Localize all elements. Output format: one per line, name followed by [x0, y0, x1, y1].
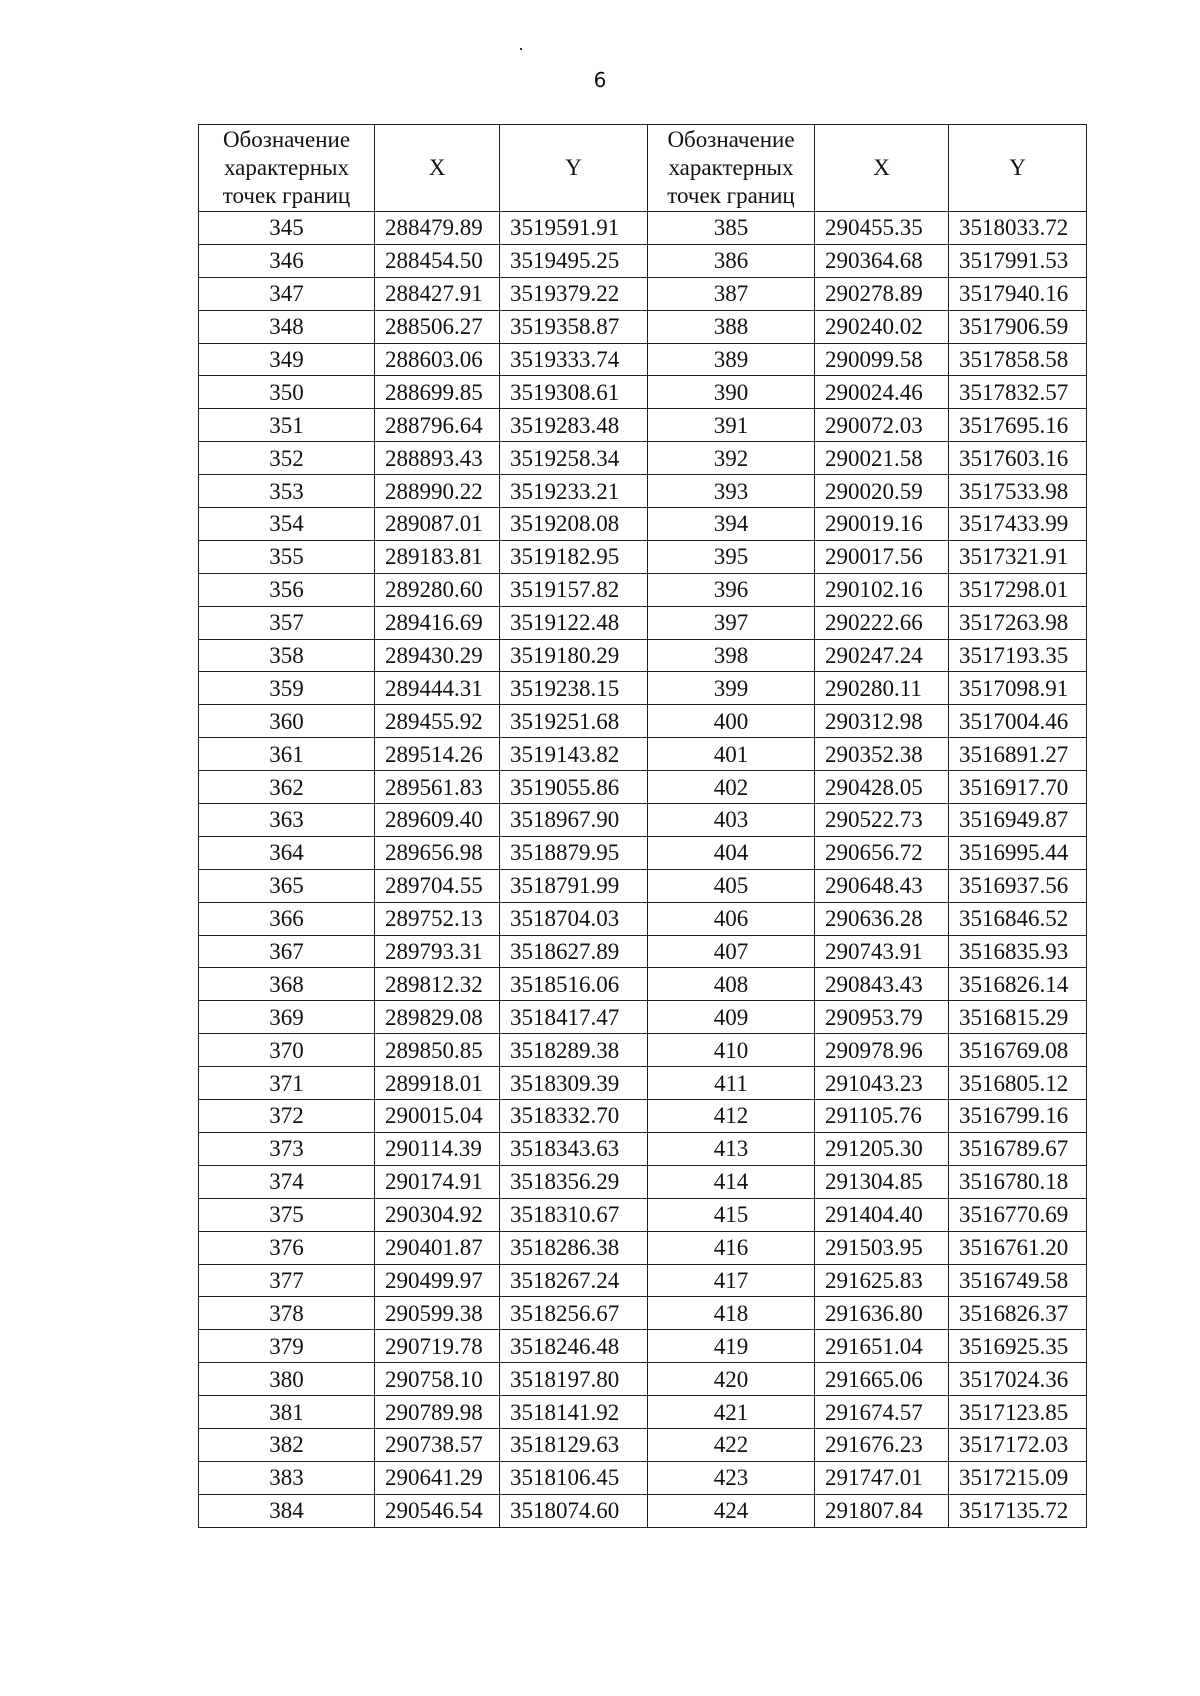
- table-row: [199, 1100, 1087, 1133]
- point-id-right: 413: [648, 1132, 815, 1165]
- point-id-right: 422: [648, 1428, 815, 1461]
- page-number: 6: [593, 68, 607, 92]
- point-id-right: 392: [648, 442, 815, 475]
- point-id-left: 359: [199, 672, 375, 705]
- point-id-right: 424: [648, 1494, 815, 1527]
- point-id-left: 349: [199, 343, 375, 376]
- point-id-left: 356: [199, 573, 375, 606]
- point-id-left: 347: [199, 277, 375, 310]
- y-coordinate-right: 3516799.16: [949, 1100, 1087, 1133]
- x-coordinate-left: 290304.92: [375, 1198, 500, 1231]
- point-id-right: 418: [648, 1297, 815, 1330]
- x-coordinate-right: 290656.72: [815, 836, 949, 869]
- header-y-right: Y: [949, 125, 1087, 212]
- point-id-left: 352: [199, 442, 375, 475]
- y-coordinate-right: 3517603.16: [949, 442, 1087, 475]
- y-coordinate-right: 3516770.69: [949, 1198, 1087, 1231]
- x-coordinate-right: 291665.06: [815, 1363, 949, 1396]
- y-coordinate-left: 3518879.95: [500, 836, 648, 869]
- y-coordinate-left: 3518417.47: [500, 1001, 648, 1034]
- y-coordinate-right: 3516937.56: [949, 869, 1087, 902]
- point-id-right: 391: [648, 409, 815, 442]
- x-coordinate-right: 291807.84: [815, 1494, 949, 1527]
- point-id-left: 348: [199, 310, 375, 343]
- y-coordinate-left: 3518627.89: [500, 935, 648, 968]
- table-row: [199, 804, 1087, 837]
- point-id-right: 393: [648, 475, 815, 508]
- x-coordinate-right: 291404.40: [815, 1198, 949, 1231]
- point-id-left: 354: [199, 508, 375, 541]
- y-coordinate-right: 3517433.99: [949, 508, 1087, 541]
- point-id-right: 420: [648, 1363, 815, 1396]
- x-coordinate-left: 289430.29: [375, 639, 500, 672]
- point-id-left: 365: [199, 869, 375, 902]
- table-row: [199, 771, 1087, 804]
- x-coordinate-right: 290222.66: [815, 606, 949, 639]
- y-coordinate-left: 3519358.87: [500, 310, 648, 343]
- x-coordinate-left: 289455.92: [375, 705, 500, 738]
- point-id-right: 412: [648, 1100, 815, 1133]
- x-coordinate-left: 290546.54: [375, 1494, 500, 1527]
- x-coordinate-left: 288479.89: [375, 212, 500, 245]
- y-coordinate-right: 3516846.52: [949, 902, 1087, 935]
- y-coordinate-left: 3518256.67: [500, 1297, 648, 1330]
- table-body: [199, 212, 1087, 1528]
- point-id-left: 360: [199, 705, 375, 738]
- x-coordinate-left: 290015.04: [375, 1100, 500, 1133]
- table-row: [199, 1165, 1087, 1198]
- point-id-right: 396: [648, 573, 815, 606]
- point-id-right: 399: [648, 672, 815, 705]
- x-coordinate-left: 288990.22: [375, 475, 500, 508]
- header-y-left: Y: [500, 125, 648, 212]
- table-row: [199, 672, 1087, 705]
- y-coordinate-left: 3519233.21: [500, 475, 648, 508]
- y-coordinate-left: 3518129.63: [500, 1428, 648, 1461]
- point-id-right: 395: [648, 540, 815, 573]
- point-id-right: 411: [648, 1067, 815, 1100]
- y-coordinate-right: 3516917.70: [949, 771, 1087, 804]
- x-coordinate-left: 289829.08: [375, 1001, 500, 1034]
- x-coordinate-right: 290072.03: [815, 409, 949, 442]
- y-coordinate-right: 3517695.16: [949, 409, 1087, 442]
- x-coordinate-left: 289850.85: [375, 1034, 500, 1067]
- x-coordinate-left: 289444.31: [375, 672, 500, 705]
- x-coordinate-left: 290114.39: [375, 1132, 500, 1165]
- point-id-left: 364: [199, 836, 375, 869]
- x-coordinate-right: 291043.23: [815, 1067, 949, 1100]
- table-row: [199, 606, 1087, 639]
- y-coordinate-left: 3519180.29: [500, 639, 648, 672]
- x-coordinate-left: 289793.31: [375, 935, 500, 968]
- x-coordinate-left: 290719.78: [375, 1330, 500, 1363]
- y-coordinate-right: 3517906.59: [949, 310, 1087, 343]
- y-coordinate-left: 3518343.63: [500, 1132, 648, 1165]
- point-id-right: 400: [648, 705, 815, 738]
- point-id-left: 353: [199, 475, 375, 508]
- y-coordinate-left: 3518286.38: [500, 1231, 648, 1264]
- point-id-left: 383: [199, 1461, 375, 1494]
- y-coordinate-left: 3518289.38: [500, 1034, 648, 1067]
- x-coordinate-right: 290522.73: [815, 804, 949, 837]
- y-coordinate-left: 3519591.91: [500, 212, 648, 245]
- y-coordinate-left: 3519379.22: [500, 277, 648, 310]
- y-coordinate-right: 3516995.44: [949, 836, 1087, 869]
- y-coordinate-right: 3516769.08: [949, 1034, 1087, 1067]
- x-coordinate-left: 289704.55: [375, 869, 500, 902]
- x-coordinate-right: 290455.35: [815, 212, 949, 245]
- x-coordinate-left: 289514.26: [375, 738, 500, 771]
- point-id-right: 390: [648, 376, 815, 409]
- x-coordinate-right: 290020.59: [815, 475, 949, 508]
- table-row: [199, 409, 1087, 442]
- point-id-left: 355: [199, 540, 375, 573]
- point-id-left: 375: [199, 1198, 375, 1231]
- table-row: [199, 573, 1087, 606]
- x-coordinate-right: 291625.83: [815, 1264, 949, 1297]
- y-coordinate-right: 3517172.03: [949, 1428, 1087, 1461]
- point-id-right: 398: [648, 639, 815, 672]
- y-coordinate-right: 3517832.57: [949, 376, 1087, 409]
- y-coordinate-left: 3519258.34: [500, 442, 648, 475]
- table-row: [199, 1264, 1087, 1297]
- y-coordinate-right: 3517263.98: [949, 606, 1087, 639]
- header-x-left: X: [375, 125, 500, 212]
- x-coordinate-right: 290099.58: [815, 343, 949, 376]
- table-row: [199, 1330, 1087, 1363]
- x-coordinate-left: 289812.32: [375, 968, 500, 1001]
- x-coordinate-right: 290636.28: [815, 902, 949, 935]
- coordinates-table: [198, 124, 1087, 1528]
- point-id-left: 357: [199, 606, 375, 639]
- x-coordinate-right: 291676.23: [815, 1428, 949, 1461]
- y-coordinate-left: 3519238.15: [500, 672, 648, 705]
- point-id-left: 361: [199, 738, 375, 771]
- point-id-left: 346: [199, 244, 375, 277]
- point-id-right: 402: [648, 771, 815, 804]
- y-coordinate-right: 3517858.58: [949, 343, 1087, 376]
- y-coordinate-right: 3516805.12: [949, 1067, 1087, 1100]
- point-id-left: 378: [199, 1297, 375, 1330]
- x-coordinate-left: 289280.60: [375, 573, 500, 606]
- y-coordinate-left: 3518516.06: [500, 968, 648, 1001]
- y-coordinate-left: 3519495.25: [500, 244, 648, 277]
- point-id-right: 401: [648, 738, 815, 771]
- table-row: [199, 1132, 1087, 1165]
- point-id-right: 421: [648, 1396, 815, 1429]
- point-id-left: 351: [199, 409, 375, 442]
- y-coordinate-left: 3518309.39: [500, 1067, 648, 1100]
- y-coordinate-left: 3519122.48: [500, 606, 648, 639]
- x-coordinate-right: 290024.46: [815, 376, 949, 409]
- point-id-right: 407: [648, 935, 815, 968]
- table-row: [199, 212, 1087, 245]
- point-id-right: 386: [648, 244, 815, 277]
- y-coordinate-right: 3517215.09: [949, 1461, 1087, 1494]
- y-coordinate-left: 3519157.82: [500, 573, 648, 606]
- table-row: [199, 508, 1087, 541]
- table-row: [199, 705, 1087, 738]
- table-row: [199, 1363, 1087, 1396]
- y-coordinate-right: 3517533.98: [949, 475, 1087, 508]
- point-id-right: 415: [648, 1198, 815, 1231]
- point-id-left: 366: [199, 902, 375, 935]
- point-id-left: 382: [199, 1428, 375, 1461]
- point-id-right: 408: [648, 968, 815, 1001]
- x-coordinate-left: 290758.10: [375, 1363, 500, 1396]
- point-id-right: 387: [648, 277, 815, 310]
- scan-dot-mark: [520, 48, 522, 50]
- x-coordinate-right: 291636.80: [815, 1297, 949, 1330]
- table-row: [199, 343, 1087, 376]
- y-coordinate-right: 3516749.58: [949, 1264, 1087, 1297]
- point-id-left: 376: [199, 1231, 375, 1264]
- y-coordinate-left: 3519208.08: [500, 508, 648, 541]
- x-coordinate-left: 288603.06: [375, 343, 500, 376]
- table-row: [199, 1494, 1087, 1527]
- x-coordinate-right: 290364.68: [815, 244, 949, 277]
- table-row: [199, 869, 1087, 902]
- y-coordinate-right: 3517135.72: [949, 1494, 1087, 1527]
- y-coordinate-left: 3518791.99: [500, 869, 648, 902]
- y-coordinate-right: 3516925.35: [949, 1330, 1087, 1363]
- y-coordinate-left: 3518967.90: [500, 804, 648, 837]
- y-coordinate-left: 3519143.82: [500, 738, 648, 771]
- y-coordinate-right: 3516826.14: [949, 968, 1087, 1001]
- table-row: [199, 902, 1087, 935]
- x-coordinate-left: 288893.43: [375, 442, 500, 475]
- y-coordinate-left: 3519283.48: [500, 409, 648, 442]
- x-coordinate-left: 289752.13: [375, 902, 500, 935]
- point-id-right: 404: [648, 836, 815, 869]
- y-coordinate-right: 3516835.93: [949, 935, 1087, 968]
- header-point-name-right: Обозначение характерных точек границ: [648, 125, 815, 212]
- y-coordinate-right: 3516761.20: [949, 1231, 1087, 1264]
- x-coordinate-right: 290352.38: [815, 738, 949, 771]
- table-row: [199, 442, 1087, 475]
- point-id-left: 368: [199, 968, 375, 1001]
- x-coordinate-right: 291205.30: [815, 1132, 949, 1165]
- point-id-left: 379: [199, 1330, 375, 1363]
- x-coordinate-left: 289183.81: [375, 540, 500, 573]
- x-coordinate-right: 290978.96: [815, 1034, 949, 1067]
- table-row: [199, 1067, 1087, 1100]
- y-coordinate-right: 3517940.16: [949, 277, 1087, 310]
- table-row: [199, 1396, 1087, 1429]
- x-coordinate-left: 290401.87: [375, 1231, 500, 1264]
- point-id-right: 417: [648, 1264, 815, 1297]
- x-coordinate-left: 290738.57: [375, 1428, 500, 1461]
- point-id-right: 423: [648, 1461, 815, 1494]
- point-id-left: 384: [199, 1494, 375, 1527]
- x-coordinate-right: 290843.43: [815, 968, 949, 1001]
- y-coordinate-left: 3518106.45: [500, 1461, 648, 1494]
- table-row: [199, 540, 1087, 573]
- table-row: [199, 836, 1087, 869]
- x-coordinate-right: 291674.57: [815, 1396, 949, 1429]
- point-id-right: 385: [648, 212, 815, 245]
- y-coordinate-right: 3516826.37: [949, 1297, 1087, 1330]
- y-coordinate-left: 3518704.03: [500, 902, 648, 935]
- y-coordinate-right: 3516949.87: [949, 804, 1087, 837]
- x-coordinate-left: 289561.83: [375, 771, 500, 804]
- table-row: [199, 1198, 1087, 1231]
- x-coordinate-right: 290278.89: [815, 277, 949, 310]
- point-id-left: 381: [199, 1396, 375, 1429]
- x-coordinate-right: 290102.16: [815, 573, 949, 606]
- x-coordinate-right: 291503.95: [815, 1231, 949, 1264]
- y-coordinate-right: 3517193.35: [949, 639, 1087, 672]
- point-id-left: 369: [199, 1001, 375, 1034]
- table-row: [199, 1231, 1087, 1264]
- y-coordinate-left: 3518074.60: [500, 1494, 648, 1527]
- point-id-right: 409: [648, 1001, 815, 1034]
- point-id-right: 406: [648, 902, 815, 935]
- table-row: [199, 639, 1087, 672]
- table-row: [199, 1428, 1087, 1461]
- y-coordinate-left: 3518310.67: [500, 1198, 648, 1231]
- point-id-right: 405: [648, 869, 815, 902]
- x-coordinate-right: 291304.85: [815, 1165, 949, 1198]
- y-coordinate-left: 3519055.86: [500, 771, 648, 804]
- y-coordinate-left: 3518332.70: [500, 1100, 648, 1133]
- y-coordinate-right: 3517004.46: [949, 705, 1087, 738]
- y-coordinate-right: 3517991.53: [949, 244, 1087, 277]
- y-coordinate-right: 3517298.01: [949, 573, 1087, 606]
- x-coordinate-left: 290499.97: [375, 1264, 500, 1297]
- x-coordinate-right: 290743.91: [815, 935, 949, 968]
- point-id-left: 372: [199, 1100, 375, 1133]
- x-coordinate-right: 290428.05: [815, 771, 949, 804]
- point-id-right: 416: [648, 1231, 815, 1264]
- point-id-left: 370: [199, 1034, 375, 1067]
- y-coordinate-left: 3518141.92: [500, 1396, 648, 1429]
- x-coordinate-left: 289656.98: [375, 836, 500, 869]
- point-id-right: 397: [648, 606, 815, 639]
- x-coordinate-left: 288699.85: [375, 376, 500, 409]
- point-id-right: 410: [648, 1034, 815, 1067]
- table-row: [199, 935, 1087, 968]
- y-coordinate-left: 3519182.95: [500, 540, 648, 573]
- x-coordinate-right: 290280.11: [815, 672, 949, 705]
- point-id-left: 358: [199, 639, 375, 672]
- table-row: [199, 277, 1087, 310]
- x-coordinate-right: 291651.04: [815, 1330, 949, 1363]
- y-coordinate-right: 3518033.72: [949, 212, 1087, 245]
- y-coordinate-right: 3516780.18: [949, 1165, 1087, 1198]
- point-id-left: 380: [199, 1363, 375, 1396]
- x-coordinate-right: 291105.76: [815, 1100, 949, 1133]
- table-header-row: [199, 125, 1087, 212]
- x-coordinate-left: 288506.27: [375, 310, 500, 343]
- y-coordinate-left: 3518246.48: [500, 1330, 648, 1363]
- y-coordinate-right: 3517321.91: [949, 540, 1087, 573]
- x-coordinate-left: 290641.29: [375, 1461, 500, 1494]
- point-id-left: 350: [199, 376, 375, 409]
- header-point-name-left: Обозначение характерных точек границ: [199, 125, 375, 212]
- x-coordinate-right: 291747.01: [815, 1461, 949, 1494]
- y-coordinate-left: 3519251.68: [500, 705, 648, 738]
- table-row: [199, 244, 1087, 277]
- y-coordinate-right: 3516789.67: [949, 1132, 1087, 1165]
- y-coordinate-left: 3519333.74: [500, 343, 648, 376]
- y-coordinate-right: 3516815.29: [949, 1001, 1087, 1034]
- header-x-right: X: [815, 125, 949, 212]
- table-row: [199, 1001, 1087, 1034]
- x-coordinate-left: 290789.98: [375, 1396, 500, 1429]
- point-id-right: 389: [648, 343, 815, 376]
- x-coordinate-left: 290174.91: [375, 1165, 500, 1198]
- x-coordinate-left: 290599.38: [375, 1297, 500, 1330]
- x-coordinate-left: 289609.40: [375, 804, 500, 837]
- point-id-left: 363: [199, 804, 375, 837]
- x-coordinate-right: 290312.98: [815, 705, 949, 738]
- x-coordinate-left: 289087.01: [375, 508, 500, 541]
- x-coordinate-right: 290021.58: [815, 442, 949, 475]
- x-coordinate-left: 288454.50: [375, 244, 500, 277]
- table-row: [199, 1461, 1087, 1494]
- point-id-right: 403: [648, 804, 815, 837]
- table-row: [199, 376, 1087, 409]
- x-coordinate-left: 289918.01: [375, 1067, 500, 1100]
- y-coordinate-left: 3519308.61: [500, 376, 648, 409]
- y-coordinate-right: 3517024.36: [949, 1363, 1087, 1396]
- point-id-right: 394: [648, 508, 815, 541]
- y-coordinate-right: 3517123.85: [949, 1396, 1087, 1429]
- y-coordinate-left: 3518197.80: [500, 1363, 648, 1396]
- x-coordinate-right: 290247.24: [815, 639, 949, 672]
- y-coordinate-right: 3517098.91: [949, 672, 1087, 705]
- point-id-right: 388: [648, 310, 815, 343]
- point-id-left: 377: [199, 1264, 375, 1297]
- table-row: [199, 475, 1087, 508]
- point-id-left: 373: [199, 1132, 375, 1165]
- point-id-right: 419: [648, 1330, 815, 1363]
- y-coordinate-left: 3518267.24: [500, 1264, 648, 1297]
- x-coordinate-left: 289416.69: [375, 606, 500, 639]
- x-coordinate-right: 290648.43: [815, 869, 949, 902]
- point-id-right: 414: [648, 1165, 815, 1198]
- table-row: [199, 1297, 1087, 1330]
- x-coordinate-right: 290240.02: [815, 310, 949, 343]
- x-coordinate-right: 290017.56: [815, 540, 949, 573]
- y-coordinate-left: 3518356.29: [500, 1165, 648, 1198]
- point-id-left: 371: [199, 1067, 375, 1100]
- y-coordinate-right: 3516891.27: [949, 738, 1087, 771]
- point-id-left: 345: [199, 212, 375, 245]
- table-row: [199, 1034, 1087, 1067]
- point-id-left: 367: [199, 935, 375, 968]
- table-row: [199, 310, 1087, 343]
- x-coordinate-right: 290019.16: [815, 508, 949, 541]
- table-row: [199, 968, 1087, 1001]
- x-coordinate-right: 290953.79: [815, 1001, 949, 1034]
- point-id-left: 362: [199, 771, 375, 804]
- x-coordinate-left: 288427.91: [375, 277, 500, 310]
- point-id-left: 374: [199, 1165, 375, 1198]
- table-row: [199, 738, 1087, 771]
- x-coordinate-left: 288796.64: [375, 409, 500, 442]
